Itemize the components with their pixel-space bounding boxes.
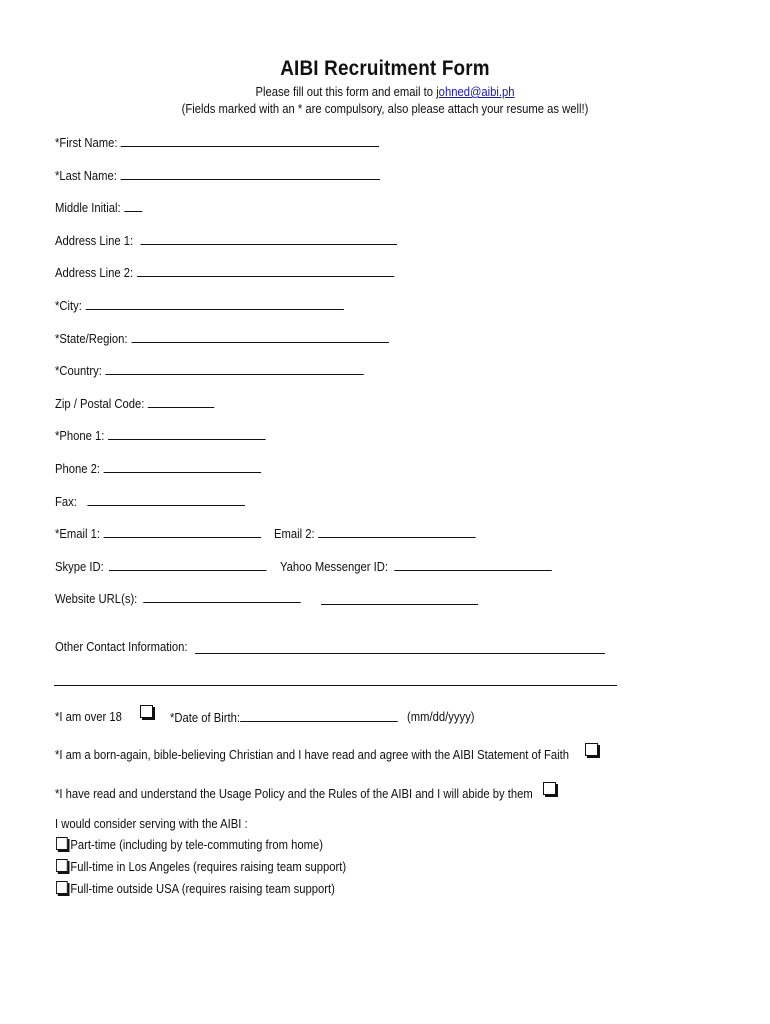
city-row bbox=[55, 298, 344, 313]
option-label: Full-time outside USA (requires raising team support) bbox=[70, 882, 335, 896]
form-title: AIBI Recruitment Form bbox=[280, 57, 490, 80]
country-field[interactable] bbox=[105, 363, 363, 375]
address1-row bbox=[55, 233, 397, 248]
country-label: *Country: bbox=[55, 364, 102, 378]
zip-label: Zip / Postal Code: bbox=[55, 397, 145, 411]
email1-row bbox=[55, 526, 261, 541]
option-part-time[interactable] bbox=[56, 837, 323, 852]
middle-initial-label: Middle Initial: bbox=[55, 201, 121, 215]
last-name-field[interactable] bbox=[121, 168, 380, 180]
other-contact-row bbox=[55, 640, 188, 654]
phone2-row bbox=[55, 461, 261, 476]
phone1-row bbox=[55, 428, 266, 443]
form-note: (Fields marked with an * are compulsory, also please attach your resume as well!) bbox=[181, 102, 589, 116]
christian-checkbox[interactable] bbox=[585, 743, 598, 758]
checkbox-icon bbox=[585, 743, 598, 756]
dob-format: (mm/dd/yyyy) bbox=[407, 710, 475, 724]
zip-field[interactable] bbox=[148, 396, 215, 408]
checkbox-icon bbox=[56, 859, 68, 872]
checkbox-icon bbox=[140, 705, 153, 718]
last-name-row bbox=[55, 168, 380, 183]
form-intro bbox=[39, 85, 732, 99]
address2-label: Address Line 2: bbox=[55, 266, 134, 280]
other-contact-field[interactable] bbox=[195, 653, 605, 654]
yahoo-row bbox=[280, 559, 552, 574]
phone1-label: *Phone 1: bbox=[55, 429, 105, 443]
skype-row bbox=[55, 559, 267, 574]
address2-field[interactable] bbox=[137, 265, 394, 277]
email1-field[interactable] bbox=[104, 526, 261, 538]
other-contact-label: Other Contact Information: bbox=[55, 640, 188, 654]
address2-row bbox=[55, 265, 394, 280]
option-label: Part-time (including by tele-commuting from home) bbox=[70, 838, 323, 852]
option-full-time-outside-usa[interactable] bbox=[56, 881, 335, 896]
state-field[interactable] bbox=[131, 331, 388, 343]
address1-label: Address Line 1: bbox=[55, 234, 134, 248]
middle-initial-row bbox=[55, 200, 142, 215]
fax-field[interactable] bbox=[88, 494, 246, 506]
last-name-label: *Last Name: bbox=[55, 169, 117, 183]
skype-field[interactable] bbox=[109, 559, 267, 571]
state-label: *State/Region: bbox=[55, 332, 128, 346]
intro-text: Please fill out this form and email to bbox=[255, 85, 434, 99]
serving-heading: I would consider serving with the AIBI : bbox=[55, 817, 248, 831]
address1-field[interactable] bbox=[140, 233, 397, 245]
option-label: Full-time in Los Angeles (requires raising team support) bbox=[70, 860, 347, 874]
phone2-label: Phone 2: bbox=[55, 462, 101, 476]
middle-initial-field[interactable] bbox=[124, 200, 142, 212]
first-name-label: *First Name: bbox=[55, 136, 118, 150]
yahoo-label: Yahoo Messenger ID: bbox=[280, 560, 388, 574]
checkbox-icon bbox=[56, 837, 68, 850]
usage-checkbox[interactable] bbox=[543, 782, 556, 797]
fax-label: Fax: bbox=[55, 495, 77, 509]
dob-label: *Date of Birth: bbox=[170, 711, 241, 725]
website-field-2[interactable] bbox=[321, 604, 478, 605]
email2-field[interactable] bbox=[318, 526, 475, 538]
email2-row bbox=[274, 526, 476, 541]
over18-label: *I am over 18 bbox=[55, 710, 122, 724]
yahoo-field[interactable] bbox=[394, 559, 551, 571]
country-row bbox=[55, 363, 364, 378]
email2-label: Email 2: bbox=[274, 527, 315, 541]
phone2-field[interactable] bbox=[104, 461, 262, 473]
phone1-field[interactable] bbox=[108, 428, 265, 440]
zip-row bbox=[55, 396, 215, 411]
email-link[interactable]: johned@aibi.ph bbox=[436, 85, 515, 99]
first-name-row bbox=[55, 135, 379, 150]
option-full-time-la[interactable] bbox=[56, 859, 346, 874]
dob-field[interactable] bbox=[240, 710, 397, 722]
usage-label: *I have read and understand the Usage Policy and the Rules of the AIBI and I will abide by them bbox=[55, 787, 533, 801]
website-label: Website URL(s): bbox=[55, 592, 138, 606]
city-label: *City: bbox=[55, 299, 82, 313]
website-field-1[interactable] bbox=[144, 591, 302, 603]
first-name-field[interactable] bbox=[121, 135, 379, 147]
checkbox-icon bbox=[56, 881, 68, 894]
over18-checkbox[interactable] bbox=[140, 705, 153, 720]
other-contact-field-2[interactable] bbox=[54, 685, 617, 686]
email1-label: *Email 1: bbox=[55, 527, 101, 541]
skype-label: Skype ID: bbox=[55, 560, 104, 574]
dob-row bbox=[170, 710, 398, 725]
fax-row bbox=[55, 494, 245, 509]
state-row bbox=[55, 331, 389, 346]
city-field[interactable] bbox=[85, 298, 343, 310]
checkbox-icon bbox=[543, 782, 556, 795]
website-row bbox=[55, 591, 301, 606]
christian-label: *I am a born-again, bible-believing Christian and I have read and agree with the AIBI Statement of Faith bbox=[55, 748, 570, 762]
